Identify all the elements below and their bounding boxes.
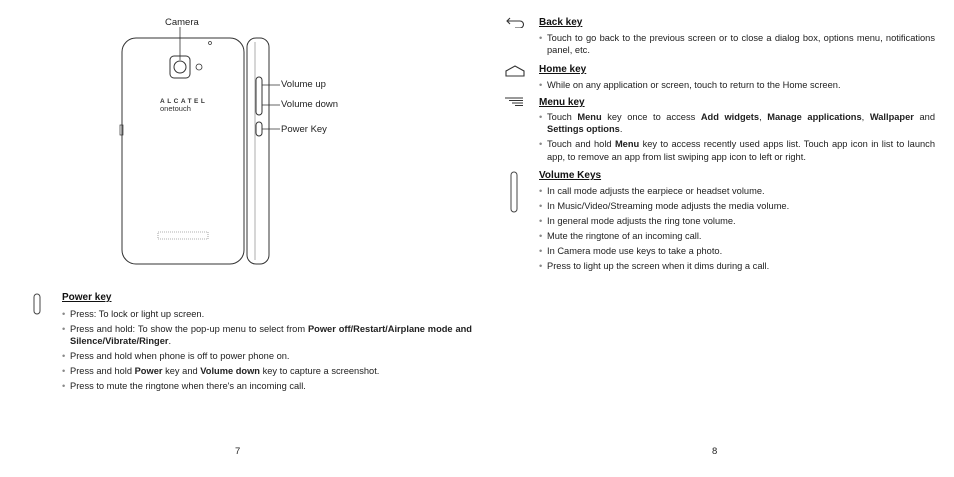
brand-logo: [160, 98, 207, 113]
volume-down-label: Volume down: [281, 99, 339, 110]
page-number-left: 7: [235, 446, 241, 457]
menu-key-list: [539, 111, 935, 166]
right-page: [477, 0, 954, 477]
list-item: • In general mode adjusts the ring tone volume.: [539, 215, 935, 227]
power-key-list: [62, 308, 472, 395]
list-item: • Touch and hold Menu key to access recently used apps list. Touch app icon in list to launch app, to remove an app from list swiping app icon to left or right.: [539, 138, 935, 163]
page-number-right: 8: [712, 446, 718, 457]
phone-side-outline: [247, 38, 269, 264]
list-item: • Mute the ringtone of an incoming call.: [539, 230, 935, 242]
phone-back-diagram: [110, 10, 350, 272]
volume-key-icon: [509, 171, 519, 213]
volume-keys-list: [539, 185, 935, 275]
power-button: [256, 122, 262, 136]
brand-line-2: onetouch: [160, 104, 191, 113]
menu-lines-icon: [504, 97, 524, 106]
camera-flash: [196, 64, 202, 70]
list-item: • While on any application or screen, touch to return to the Home screen.: [539, 79, 935, 91]
brand-line-1: ALCATEL: [160, 98, 208, 105]
home-key-list: [539, 79, 935, 94]
back-arrow-icon: [506, 16, 526, 28]
back-key-list: [539, 32, 935, 59]
camera-lens: [174, 61, 186, 73]
list-item: • In Music/Video/Streaming mode adjusts the media volume.: [539, 200, 935, 212]
power-key-label: Power Key: [281, 124, 327, 135]
list-item: • Touch to go back to the previous screen or to close a dialog box, options menu, notifications panel, etc.: [539, 32, 935, 57]
home-icon: [505, 65, 525, 77]
volume-keys-heading: Volume Keys: [539, 170, 602, 181]
menu-key-heading: Menu key: [539, 97, 585, 108]
power-key-heading: Power key: [62, 292, 112, 303]
camera-label: Camera: [165, 17, 199, 28]
mic-hole: [209, 42, 212, 45]
volume-rocker: [256, 77, 262, 115]
list-item: • Press and hold: To show the pop-up menu to select from Power off/Restart/Airplane mode and Silence/Vibrate/Ringer.: [62, 323, 472, 348]
list-item: • Press to mute the ringtone when there's an incoming call.: [62, 380, 472, 392]
home-key-heading: Home key: [539, 64, 587, 75]
list-item: • Touch Menu key once to access Add widgets, Manage applications, Wallpaper and Settings options.: [539, 111, 935, 136]
list-item: • In call mode adjusts the earpiece or headset volume.: [539, 185, 935, 197]
list-item: • Press and hold Power key and Volume down key to capture a screenshot.: [62, 365, 472, 377]
list-item: • Press to light up the screen when it dims during a call.: [539, 260, 935, 272]
list-item: • Press: To lock or light up screen.: [62, 308, 472, 320]
power-key-icon: [32, 293, 42, 315]
volume-up-label: Volume up: [281, 79, 326, 90]
speaker-grille: [158, 232, 208, 239]
list-item: • Press and hold when phone is off to power phone on.: [62, 350, 472, 362]
list-item: • In Camera mode use keys to take a photo.: [539, 245, 935, 257]
back-key-heading: Back key: [539, 17, 583, 28]
